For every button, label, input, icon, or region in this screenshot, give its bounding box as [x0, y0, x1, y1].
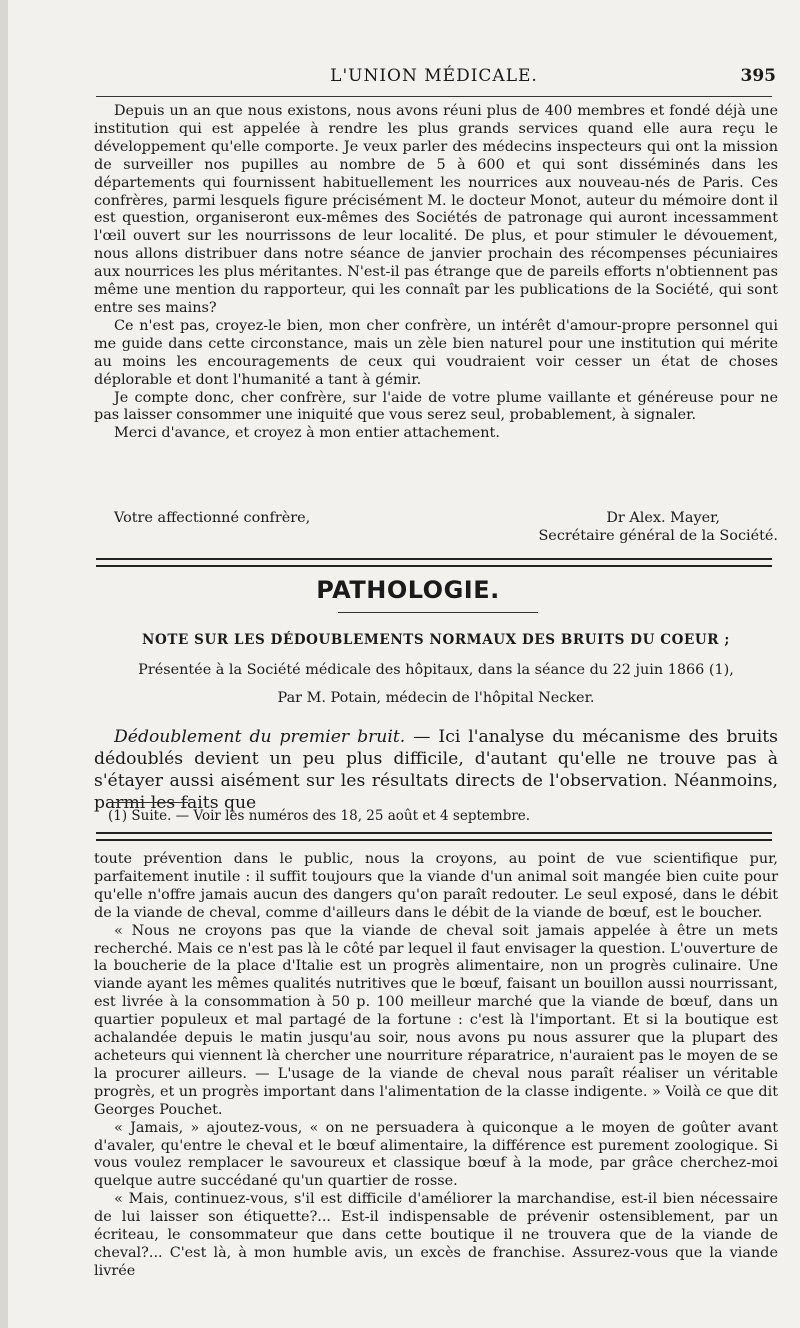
- section-title: PATHOLOGIE.: [316, 576, 500, 604]
- section-title-rule: [338, 612, 538, 613]
- lead-heading: Dédoublement du premier bruit.: [114, 727, 406, 747]
- letter-closing: Votre affectionné confrère,: [114, 510, 311, 526]
- signature-name: Dr Alex. Mayer,: [606, 509, 720, 526]
- note-title: NOTE SUR LES DÉDOUBLEMENTS NORMAUX DES BRUITS DU COEUR ;: [142, 632, 730, 648]
- running-header: [92, 66, 776, 88]
- article-lead: [94, 726, 778, 814]
- continuation-paragraph: « Mais, continuez-vous, s'il est difficile d'améliorer la marchandise, est-il bien nécessaire de lui laisser son étiquette?... Est-il indispensable de prévenir ostensiblement, par un écriteau, le consommateur que dans cette boutique il ne trouvera que de la viande de cheval?... C'est là, à mon humble avis, un excès de franchise. Assurez-vous que la viande livrée: [94, 1191, 778, 1279]
- continuation-paragraph: toute prévention dans le public, nous la croyons, au point de vue scientifique pur, parfaitement inutile : il suffit toujours que la viande d'un animal soit mangée bien cuite pour qu'elle n'offre jamais aucun des dangers qu'on paraît redouter. Le seul exposé, dans le débit de la viande de cheval, comme d'ailleurs dans le débit de la viande de bœuf, est le boucher.: [94, 851, 778, 921]
- journal-title: L'UNION MÉDICALE.: [330, 66, 538, 86]
- letter-body: [94, 103, 778, 443]
- continuation-body: [94, 851, 778, 1281]
- continuation-paragraph: « Nous ne croyons pas que la viande de cheval soit jamais appelée à être un mets recherché. Mais ce n'est pas là le côté par lequel il faut envisager la question. L'ouverture de la boucherie de la place d'Italie est un progrès alimentaire, non un progrès culinaire. Une viande ayant les mêmes qualités nutritives que le bœuf, faisant un bouillon aussi nourrissant, est livrée à la consommation à 50 p. 100 meilleur marché que la viande de bœuf, dans un quartier populeux et mal partagé de la fortune : c'est là l'important. Et si la boutique est achalandée depuis le matin jusqu'au soir, nous avons pu nous assurer que la plupart des acheteurs qui viennent là chercher une nourriture réparatrice, n'auraient pas le moyen de se la procurer ailleurs. — L'usage de la viande de cheval nous paraît réaliser un véritable progrès, et un progrès important dans l'alimentation de la classe indigente. » Voilà ce que dit Georges Pouchet.: [94, 922, 778, 1118]
- footnote-rule: [108, 802, 188, 803]
- letter-paragraph: Depuis un an que nous existons, nous avons réuni plus de 400 membres et fondé déjà une institution qui est appelée à rendre les plus grands services quand elle aura reçu le développement qu'elle comporte. Je veux parler des médecins inspecteurs qui ont la mission de surveiller nos pupilles au nombre de 5 à 600 et qui sont disséminés dans les départements qui fournissent habituellement les nourrices aux nouveau-nés de Paris. Ces confrères, parmi lesquels figure précisément M. le docteur Monot, auteur du mémoire dont il est question, organiseront eux-mêmes des Sociétés de patronage qui auront incessamment l'œil ouvert sur les nourrissons de leur localité. De plus, et pour stimuler le dévouement, nous allons distribuer dans notre séance de janvier prochain des récompenses pécuniaires aux nourrices les plus méritantes. N'est-il pas étrange que de pareils efforts n'obtiennent pas même une mention du rapporteur, qui les connaît par les publications de la Société, qui sont entre ses mains?: [94, 103, 778, 316]
- header-rule: [96, 96, 772, 97]
- author-line: Par M. Potain, médecin de l'hôpital Necker.: [277, 690, 595, 706]
- letter-signature: [94, 510, 778, 546]
- continuation-paragraph: « Jamais, » ajoutez-vous, « on ne persuadera à quiconque a le moyen de goûter avant d'avaler, qu'entre le cheval et le bœuf alimentaire, la différence est purement zoologique. Si vous voulez remplacer le savoureux et classique bœuf à la mode, par grâce cherchez-moi quelque autre succédané qu'un quartier de rosse.: [94, 1119, 778, 1190]
- letter-paragraph: Merci d'avance, et croyez à mon entier attachement.: [114, 425, 500, 442]
- section-divider: [96, 558, 772, 567]
- footnote: (1) Suite. — Voir les numéros des 18, 25 août et 4 septembre.: [108, 808, 531, 824]
- column-divider: [96, 832, 772, 841]
- presentation-line: Présentée à la Société médicale des hôpitaux, dans la séance du 22 juin 1866 (1),: [138, 662, 734, 678]
- letter-paragraph: Ce n'est pas, croyez-le bien, mon cher confrère, un intérêt d'amour-propre personnel qui me guide dans cette circonstance, mais un zèle bien naturel pour une institution qui mérite au moins les encouragements de ceux qui voudraient voir cesser un état de choses déplorable et dont l'humanité a tant à gémir.: [94, 317, 778, 388]
- signature-title: Secrétaire général de la Société.: [538, 527, 778, 544]
- page-number: 395: [740, 66, 776, 86]
- lead-text: — Ici l'analyse du mécanisme des bruits dédoublés devient un peu plus difficile, d'autant qu'elle ne trouve pas à s'étayer aussi aisément sur les résultats directs de l'observation. Néanmoins, parmi les faits que: [94, 727, 778, 813]
- letter-paragraph: Je compte donc, cher confrère, sur l'aide de votre plume vaillante et généreuse pour ne pas laisser consommer une iniquité que vous serez seul, probablement, à signaler.: [94, 389, 778, 424]
